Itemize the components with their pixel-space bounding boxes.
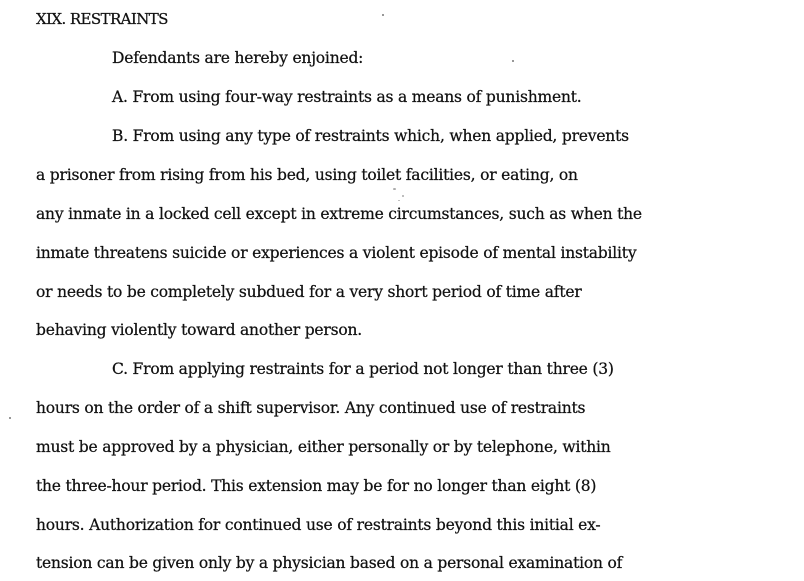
paragraph-a-line: A. From using four-way restraints as a means of punishment. (112, 88, 582, 106)
scan-speck (398, 200, 400, 201)
paragraph-c-line-4: the three-hour period. This extension may be for no longer than eight (8) (36, 477, 597, 495)
scan-speck (382, 14, 384, 16)
paragraph-c-line-5: hours. Authorization for continued use of restraints beyond this initial ex- (36, 516, 601, 534)
paragraph-b-line-1: B. From using any type of restraints which, when applied, prevents (112, 127, 629, 145)
paragraph-c-line-3: must be approved by a physician, either personally or by telephone, within (36, 438, 611, 456)
paragraph-b-line-3: any inmate in a locked cell except in extreme circumstances, such as when the (36, 205, 642, 223)
paragraph-b-line-4: inmate threatens suicide or experiences a violent episode of mental instability (36, 244, 637, 262)
paragraph-c-line-2: hours on the order of a shift supervisor. Any continued use of restraints (36, 399, 586, 417)
paragraph-b-line-2: a prisoner from rising from his bed, using toilet facilities, or eating, on (36, 166, 578, 184)
paragraph-b-line-5: or needs to be completely subdued for a very short period of time after (36, 283, 582, 301)
paragraph-b-line-6: behaving violently toward another person. (36, 321, 362, 339)
intro-line: Defendants are hereby enjoined: (112, 49, 364, 67)
paragraph-c-line-6: tension can be given only by a physician based on a personal examination of (36, 554, 623, 572)
scan-speck (393, 188, 396, 190)
scan-speck (9, 417, 11, 419)
scan-speck (402, 195, 404, 197)
scan-speck (512, 60, 514, 62)
paragraph-c-line-1: C. From applying restraints for a period not longer than three (3) (112, 360, 614, 378)
section-heading: XIX. RESTRAINTS (36, 10, 168, 28)
